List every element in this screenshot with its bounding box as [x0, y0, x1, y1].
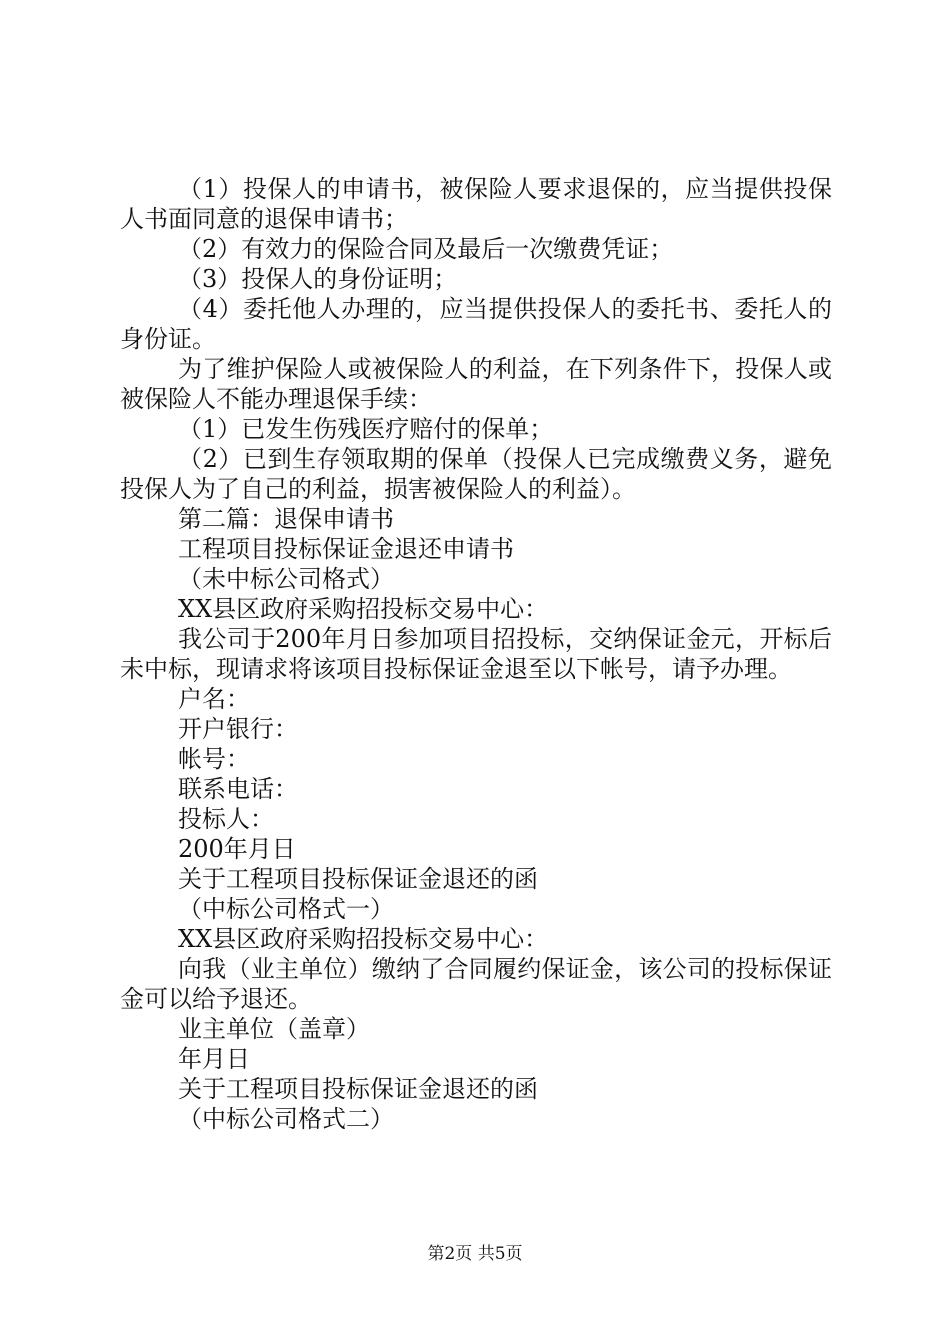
field-bank: 开户银行：	[178, 715, 298, 743]
form-subtitle: （未中标公司格式）	[178, 565, 394, 593]
page-footer: 第2页 共5页	[427, 1244, 523, 1264]
letter-addressee-1: XX县区政府采购招投标交易中心：	[178, 925, 549, 953]
letter-subtitle-2: （中标公司格式二）	[178, 1105, 394, 1133]
letter-subtitle-1: （中标公司格式一）	[178, 895, 394, 923]
paragraph-requirement-4: （4）委托他人办理的，应当提供投保人的委托书、委托人的身份证。	[120, 295, 832, 353]
letter-date-1: 年月日	[178, 1045, 250, 1073]
letter-title-2: 关于工程项目投标保证金退还的函	[178, 1075, 538, 1103]
document-body	[120, 174, 832, 1134]
field-bidder: 投标人：	[178, 805, 274, 833]
form-title: 工程项目投标保证金退还申请书	[178, 535, 514, 563]
paragraph-requirement-1: （1）投保人的申请书，被保险人要求退保的，应当提供投保人书面同意的退保申请书；	[120, 175, 832, 233]
field-account-name: 户名：	[178, 685, 250, 713]
letter-body-1: 向我（业主单位）缴纳了合同履约保证金，该公司的投标保证金可以给予退还。	[120, 955, 832, 1013]
request-body: 我公司于200年月日参加项目招投标，交纳保证金元，开标后未中标，现请求将该项目投标保证金退至以下帐号，请予办理。	[120, 625, 832, 683]
section-heading: 第二篇：退保申请书	[178, 505, 394, 533]
field-phone: 联系电话：	[178, 775, 298, 803]
letter-title-1: 关于工程项目投标保证金退还的函	[178, 865, 538, 893]
paragraph-requirement-2: （2）有效力的保险合同及最后一次缴费凭证；	[178, 235, 674, 263]
field-account-number: 帐号：	[178, 745, 250, 773]
paragraph-condition-1: （1）已发生伤残医疗赔付的保单；	[178, 415, 554, 443]
addressee: XX县区政府采购招投标交易中心：	[178, 595, 549, 623]
paragraph-requirement-3: （3）投保人的身份证明；	[178, 265, 458, 293]
letter-signature-1: 业主单位（盖章）	[178, 1015, 370, 1043]
paragraph-condition-2: （2）已到生存领取期的保单（投保人已完成缴费义务，避免投保人为了自己的利益，损害被保险人的利益）。	[120, 445, 832, 503]
paragraph-conditions-intro: 为了维护保险人或被保险人的利益，在下列条件下，投保人或被保险人不能办理退保手续：	[120, 355, 832, 413]
field-date: 200年月日	[178, 835, 296, 863]
